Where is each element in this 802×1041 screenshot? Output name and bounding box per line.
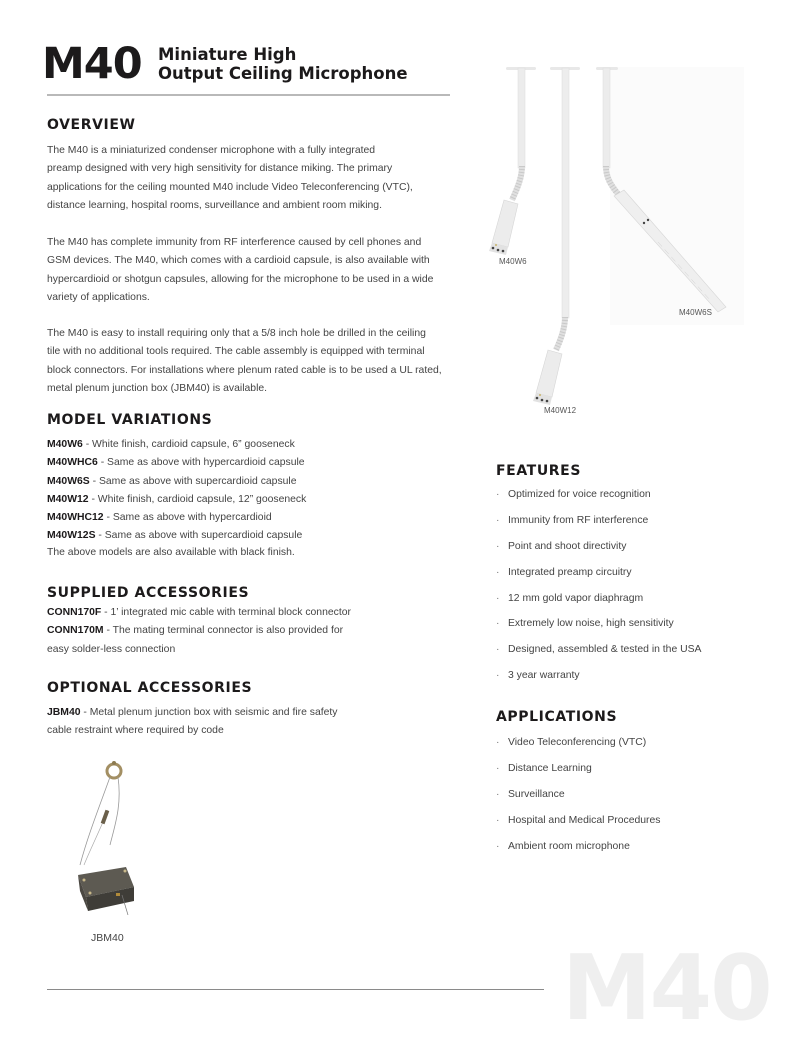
bullet-icon: · xyxy=(496,814,500,826)
text-line: The M40 is easy to install requiring only that a 5/8 inch hole be drilled in the ceiling xyxy=(47,328,426,339)
model-desc: - Same as above with hypercardioid capsule xyxy=(97,457,305,469)
junction-box-icon xyxy=(70,755,150,915)
bullet-icon: · xyxy=(496,762,500,774)
bullet-icon: · xyxy=(496,618,500,630)
model-item xyxy=(47,454,377,472)
model-desc: - Same as above with supercardioid capsule xyxy=(89,475,297,487)
feature-text: 3 year warranty xyxy=(508,670,580,682)
text-line: The M40 is a miniaturized condenser microphone with a fully integrated xyxy=(47,145,376,156)
m40-watermark: M40 xyxy=(562,936,771,1041)
application-text: Hospital and Medical Procedures xyxy=(508,814,661,826)
application-text: Video Teleconferencing (VTC) xyxy=(508,737,647,748)
jbm40-caption: JBM40 xyxy=(91,932,124,944)
model-item xyxy=(47,509,377,527)
accessory-code: CONN170M xyxy=(47,625,104,637)
subtitle-line-2: Output Ceiling Microphone xyxy=(158,64,408,83)
header-divider xyxy=(47,94,450,96)
feature-item xyxy=(496,616,756,642)
model-desc: - White finish, cardioid capsule, 6” gooseneck xyxy=(82,439,295,450)
ceiling-microphones-icon xyxy=(478,62,746,422)
bullet-icon: · xyxy=(496,670,500,682)
bullet-icon: · xyxy=(496,592,500,604)
feature-item xyxy=(496,487,756,513)
application-text: Distance Learning xyxy=(508,762,592,774)
model-variations-heading: MODEL VARIATIONS xyxy=(47,412,213,428)
application-item xyxy=(496,839,756,865)
application-text: Surveillance xyxy=(508,788,565,800)
jbm40-junction-box-image xyxy=(70,755,150,915)
feature-item xyxy=(496,539,756,565)
application-item xyxy=(496,735,756,761)
product-subtitle xyxy=(158,45,408,83)
bullet-icon: · xyxy=(496,514,500,526)
bullet-icon: · xyxy=(496,840,500,852)
application-item xyxy=(496,813,756,839)
feature-text: Designed, assembled & tested in the USA xyxy=(508,644,702,656)
text-line: preamp designed with very high sensitivity for distance miking. The primary xyxy=(47,163,393,175)
feature-text: Integrated preamp circuitry xyxy=(508,566,632,578)
microphone-product-images xyxy=(478,62,746,422)
text-line: variety of applications. xyxy=(47,291,150,303)
accessory-item xyxy=(47,622,377,640)
feature-text: 12 mm gold vapor diaphragm xyxy=(508,592,644,604)
model-desc: - White finish, cardioid capsule, 12” gooseneck xyxy=(88,493,307,505)
bullet-icon: · xyxy=(496,737,500,748)
feature-text: Extremely low noise, high sensitivity xyxy=(508,618,674,630)
model-code: M40WHC12 xyxy=(47,512,104,524)
caption-m40w12: M40W12 xyxy=(544,406,577,415)
caption-m40w6: M40W6 xyxy=(499,257,527,266)
overview-paragraph-1 xyxy=(47,142,467,215)
model-item xyxy=(47,491,377,509)
model-code: M40W12S xyxy=(47,530,96,542)
text-line: hypercardioid or shotgun capsules, allowing for the microphone to be used in a wide xyxy=(47,273,434,285)
feature-item xyxy=(496,668,756,694)
feature-item xyxy=(496,591,756,617)
accessory-item xyxy=(47,704,377,722)
optional-accessories-list xyxy=(47,704,377,741)
overview-paragraph-3 xyxy=(47,325,467,398)
model-item xyxy=(47,436,377,454)
text-line: applications for the ceiling mounted M40 include Video Teleconferencing (VTC), xyxy=(47,181,413,193)
applications-list xyxy=(496,735,756,864)
model-note: The above models are also available with black finish. xyxy=(47,546,295,558)
accessory-desc: - Metal plenum junction box with seismic and fire safety xyxy=(80,707,338,718)
text-line: GSM devices. The M40, which comes with a cardioid capsule, is also available with xyxy=(47,255,430,267)
supplied-accessories-list xyxy=(47,604,377,659)
text-line: metal plenum junction box (JBM40) is available. xyxy=(47,382,268,394)
model-code: M40WHC6 xyxy=(47,457,98,469)
features-list xyxy=(496,487,756,694)
applications-heading: APPLICATIONS xyxy=(496,709,618,725)
product-model-title: M40 xyxy=(42,39,142,89)
model-code: M40W12 xyxy=(47,493,89,505)
feature-item xyxy=(496,565,756,591)
model-variations-list xyxy=(47,436,377,562)
accessory-item xyxy=(47,604,377,622)
application-item xyxy=(496,787,756,813)
accessory-continuation: easy solder-less connection xyxy=(47,643,176,655)
feature-text: Optimized for voice recognition xyxy=(508,489,651,500)
application-text: Ambient room microphone xyxy=(508,840,630,852)
feature-text: Immunity from RF interference xyxy=(508,514,649,526)
optional-accessories-heading: OPTIONAL ACCESSORIES xyxy=(47,680,253,696)
accessory-code: JBM40 xyxy=(47,707,81,718)
overview-paragraph-2 xyxy=(47,234,467,307)
model-desc: - Same as above with hypercardioid xyxy=(103,512,272,524)
text-line: distance learning, hospital rooms, surveillance and ambient room miking. xyxy=(47,199,382,211)
model-code: M40W6 xyxy=(47,439,83,450)
accessory-desc: - 1’ integrated mic cable with terminal block connector xyxy=(101,607,351,618)
feature-text: Point and shoot directivity xyxy=(508,540,627,552)
bullet-icon: · xyxy=(496,788,500,800)
bullet-icon: · xyxy=(496,644,500,656)
bullet-icon: · xyxy=(496,489,500,500)
overview-heading: OVERVIEW xyxy=(47,117,136,133)
text-line: tile with no additional tools required. The cable assembly is equipped with terminal xyxy=(47,346,425,358)
model-desc: - Same as above with supercardioid capsule xyxy=(95,530,303,542)
model-item xyxy=(47,473,377,491)
features-heading: FEATURES xyxy=(496,463,582,479)
accessory-code: CONN170F xyxy=(47,607,102,618)
footer-divider xyxy=(47,989,544,990)
text-line: block connectors. For installations where plenum rated cable is to be used a UL rated, xyxy=(47,364,442,376)
feature-item xyxy=(496,513,756,539)
accessory-desc: - The mating terminal connector is also provided for xyxy=(103,625,344,637)
feature-item xyxy=(496,642,756,668)
subtitle-line-1: Miniature High xyxy=(158,45,297,64)
model-code: M40W6S xyxy=(47,475,90,487)
accessory-continuation: cable restraint where required by code xyxy=(47,725,224,737)
bullet-icon: · xyxy=(496,540,500,552)
caption-m40w6s: M40W6S xyxy=(679,308,712,317)
supplied-accessories-heading: SUPPLIED ACCESSORIES xyxy=(47,585,250,601)
text-line: The M40 has complete immunity from RF interference caused by cell phones and xyxy=(47,237,422,248)
application-item xyxy=(496,761,756,787)
bullet-icon: · xyxy=(496,566,500,578)
